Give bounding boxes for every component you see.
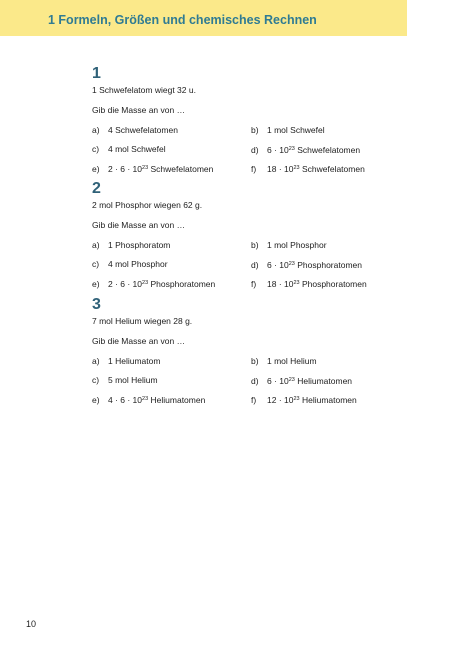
item-exponent: 23 (293, 280, 300, 286)
item-text: 4 · 6 · 10 (108, 395, 143, 405)
item-exponent: 23 (293, 396, 300, 402)
item-text-suffix: Heliumatomen (299, 395, 357, 405)
item-text: 12 · 10 (267, 395, 294, 405)
item-text-suffix: Heliumatomen (294, 376, 353, 386)
exercise-item (251, 356, 317, 367)
exercise-number: 3 (92, 296, 101, 313)
chapter-title: 1 Formeln, Größen und chemisches Rechnen (48, 13, 317, 27)
exercise-item (251, 375, 352, 387)
item-text: 1 Phosphoratom (108, 240, 171, 250)
item-label: a) (92, 125, 100, 135)
item-text: 4 mol Phosphor (108, 259, 168, 269)
item-exponent: 23 (293, 165, 300, 171)
item-text-suffix: Phosphoratomen (294, 260, 362, 270)
item-text-suffix: Heliumatomen (148, 395, 206, 405)
item-label: e) (92, 395, 100, 405)
item-label: b) (251, 356, 259, 366)
item-text: 6 · 10 (267, 260, 289, 270)
item-exponent: 23 (288, 261, 295, 267)
item-label: b) (251, 240, 259, 250)
item-label: c) (92, 259, 100, 269)
item-text: 4 Schwefelatomen (108, 125, 178, 135)
exercise-prompt: Gib die Masse an von … (92, 105, 186, 115)
exercise-item (92, 394, 205, 406)
exercise-item (251, 144, 360, 156)
item-label: e) (92, 164, 100, 174)
item-text: 2 · 6 · 10 (108, 279, 143, 289)
item-text: 1 Heliumatom (108, 356, 161, 366)
exercise-number: 1 (92, 65, 101, 82)
exercise-item (92, 278, 215, 290)
item-exponent: 23 (142, 396, 149, 402)
exercise-item (92, 356, 160, 367)
exercise-item (251, 240, 327, 251)
page-number: 10 (26, 619, 37, 629)
item-label: a) (92, 240, 100, 250)
exercise-item (92, 375, 158, 386)
item-label: d) (251, 260, 259, 270)
item-text-suffix: Schwefelatomen (299, 164, 365, 174)
exercise-item (92, 240, 170, 251)
item-text-suffix: Phosphoratomen (299, 279, 367, 289)
item-text: 18 · 10 (267, 164, 294, 174)
exercise-prompt: Gib die Masse an von … (92, 336, 186, 346)
item-exponent: 23 (142, 280, 149, 286)
exercise-item (92, 163, 213, 175)
item-exponent: 23 (142, 165, 149, 171)
item-label: a) (92, 356, 100, 366)
exercise-item (251, 394, 357, 406)
item-text: 6 · 10 (267, 145, 289, 155)
item-label: e) (92, 279, 100, 289)
item-text: 1 mol Phosphor (267, 240, 327, 250)
item-text: 4 mol Schwefel (108, 144, 166, 154)
exercise-statement: 1 Schwefelatom wiegt 32 u. (92, 85, 196, 95)
item-text: 5 mol Helium (108, 375, 158, 385)
exercise-item (92, 125, 178, 136)
item-label: f) (251, 164, 257, 174)
item-text: 1 mol Helium (267, 356, 317, 366)
item-label: c) (92, 144, 100, 154)
item-text: 6 · 10 (267, 376, 289, 386)
item-text-suffix: Schwefelatomen (148, 164, 214, 174)
exercise-item (251, 125, 325, 136)
item-text-suffix: Phosphoratomen (148, 279, 216, 289)
exercise-item (92, 144, 166, 155)
item-text-suffix: Schwefelatomen (294, 145, 361, 155)
item-text: 18 · 10 (267, 279, 294, 289)
item-text: 1 mol Schwefel (267, 125, 325, 135)
item-exponent: 23 (288, 146, 295, 152)
exercise-item (92, 259, 168, 270)
item-label: c) (92, 375, 100, 385)
item-label: f) (251, 395, 257, 405)
item-text: 2 · 6 · 10 (108, 164, 143, 174)
exercise-number: 2 (92, 180, 101, 197)
item-label: d) (251, 145, 259, 155)
exercise-item (251, 163, 365, 175)
exercise-statement: 2 mol Phosphor wiegen 62 g. (92, 200, 203, 210)
item-exponent: 23 (288, 377, 295, 383)
item-label: d) (251, 376, 259, 386)
exercise-item (251, 259, 362, 271)
exercise-prompt: Gib die Masse an von … (92, 220, 186, 230)
exercise-statement: 7 mol Helium wiegen 28 g. (92, 316, 193, 326)
item-label: b) (251, 125, 259, 135)
exercise-item (251, 278, 367, 290)
item-label: f) (251, 279, 257, 289)
